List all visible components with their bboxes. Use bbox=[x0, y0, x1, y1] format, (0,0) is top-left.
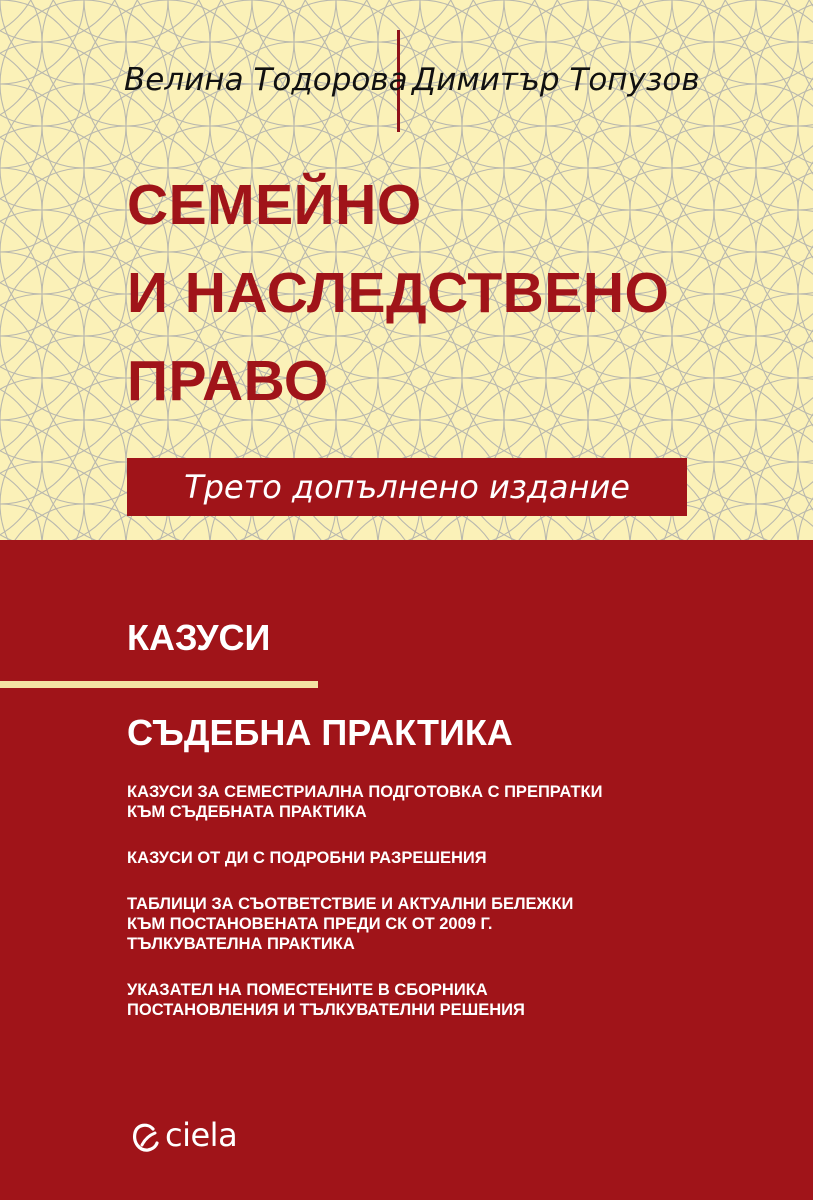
section-heading: КАЗУСИ bbox=[127, 617, 271, 658]
feature-item bbox=[127, 848, 767, 868]
pattern-circle bbox=[0, 0, 42, 42]
pattern-circle bbox=[0, 504, 84, 540]
pattern-circle bbox=[798, 462, 813, 540]
pattern-circle bbox=[0, 168, 84, 336]
feature-item bbox=[127, 980, 767, 1020]
feature-item bbox=[127, 782, 767, 822]
pattern-circle bbox=[0, 0, 126, 126]
feature-line: КАЗУСИ ЗА СЕМЕСТРИАЛНА ПОДГОТОВКА С ПРЕПРАТКИ bbox=[127, 783, 603, 801]
pattern-circle bbox=[672, 252, 813, 420]
edition-label: Трето допълнено издание bbox=[184, 468, 630, 506]
pattern-circle bbox=[798, 378, 813, 540]
edition-badge bbox=[127, 458, 687, 516]
pattern-circle bbox=[714, 462, 813, 540]
feature-line: УКАЗАТЕЛ НА ПОМЕСТЕНИТЕ В СБОРНИКА bbox=[127, 981, 488, 999]
pattern-circle bbox=[672, 420, 813, 540]
pattern-circle bbox=[756, 420, 813, 540]
pattern-circle bbox=[0, 42, 126, 210]
pattern-circle bbox=[714, 0, 813, 126]
feature-item bbox=[127, 894, 767, 954]
feature-line: ТЪЛКУВАТЕЛНА ПРАКТИКА bbox=[127, 935, 355, 953]
pattern-circle bbox=[672, 504, 813, 540]
section-heading: СЪДЕБНА ПРАКТИКА bbox=[127, 712, 513, 753]
top-panel bbox=[0, 0, 813, 540]
feature-line: ТАБЛИЦИ ЗА СЪОТВЕТСТВИЕ И АКТУАЛНИ БЕЛЕЖКИ bbox=[127, 895, 574, 913]
pattern-circle bbox=[0, 252, 84, 420]
feature-line: КЪМ СЪДЕБНАТА ПРАКТИКА bbox=[127, 803, 367, 821]
pattern-circle bbox=[0, 126, 126, 294]
feature-line: ПОСТАНОВЛЕНИЯ И ТЪЛКУВАТЕЛНИ РЕШЕНИЯ bbox=[127, 1001, 525, 1019]
section-divider bbox=[0, 681, 318, 688]
pattern-circle bbox=[0, 420, 84, 540]
pattern-circle bbox=[0, 210, 126, 378]
author-name: Велина Тодорова bbox=[124, 62, 408, 98]
pattern-circle bbox=[672, 336, 813, 504]
title-line: ПРАВО bbox=[127, 349, 329, 413]
publisher-name: ciela bbox=[165, 1116, 238, 1154]
feature-line: КЪМ ПОСТАНОВЕНАТА ПРЕДИ СК ОТ 2009 Г. bbox=[127, 915, 493, 933]
pattern-circle bbox=[0, 0, 84, 168]
pattern-circle bbox=[672, 84, 813, 252]
pattern-circle bbox=[0, 0, 42, 126]
title-line: СЕМЕЙНО bbox=[127, 173, 422, 237]
pattern-circle bbox=[0, 84, 84, 252]
pattern-circle bbox=[0, 336, 84, 504]
pattern-circle bbox=[0, 294, 126, 462]
author-name: Димитър Топузов bbox=[412, 62, 700, 98]
ciela-logo-icon bbox=[131, 1121, 161, 1155]
feature-line: КАЗУСИ ОТ ДИ С ПОДРОБНИ РАЗРЕШЕНИЯ bbox=[127, 849, 487, 867]
pattern-circle bbox=[0, 0, 126, 42]
title-line: И НАСЛЕДСТВЕНО bbox=[127, 261, 670, 325]
feature-list bbox=[127, 782, 767, 1046]
pattern-circle bbox=[672, 168, 813, 336]
